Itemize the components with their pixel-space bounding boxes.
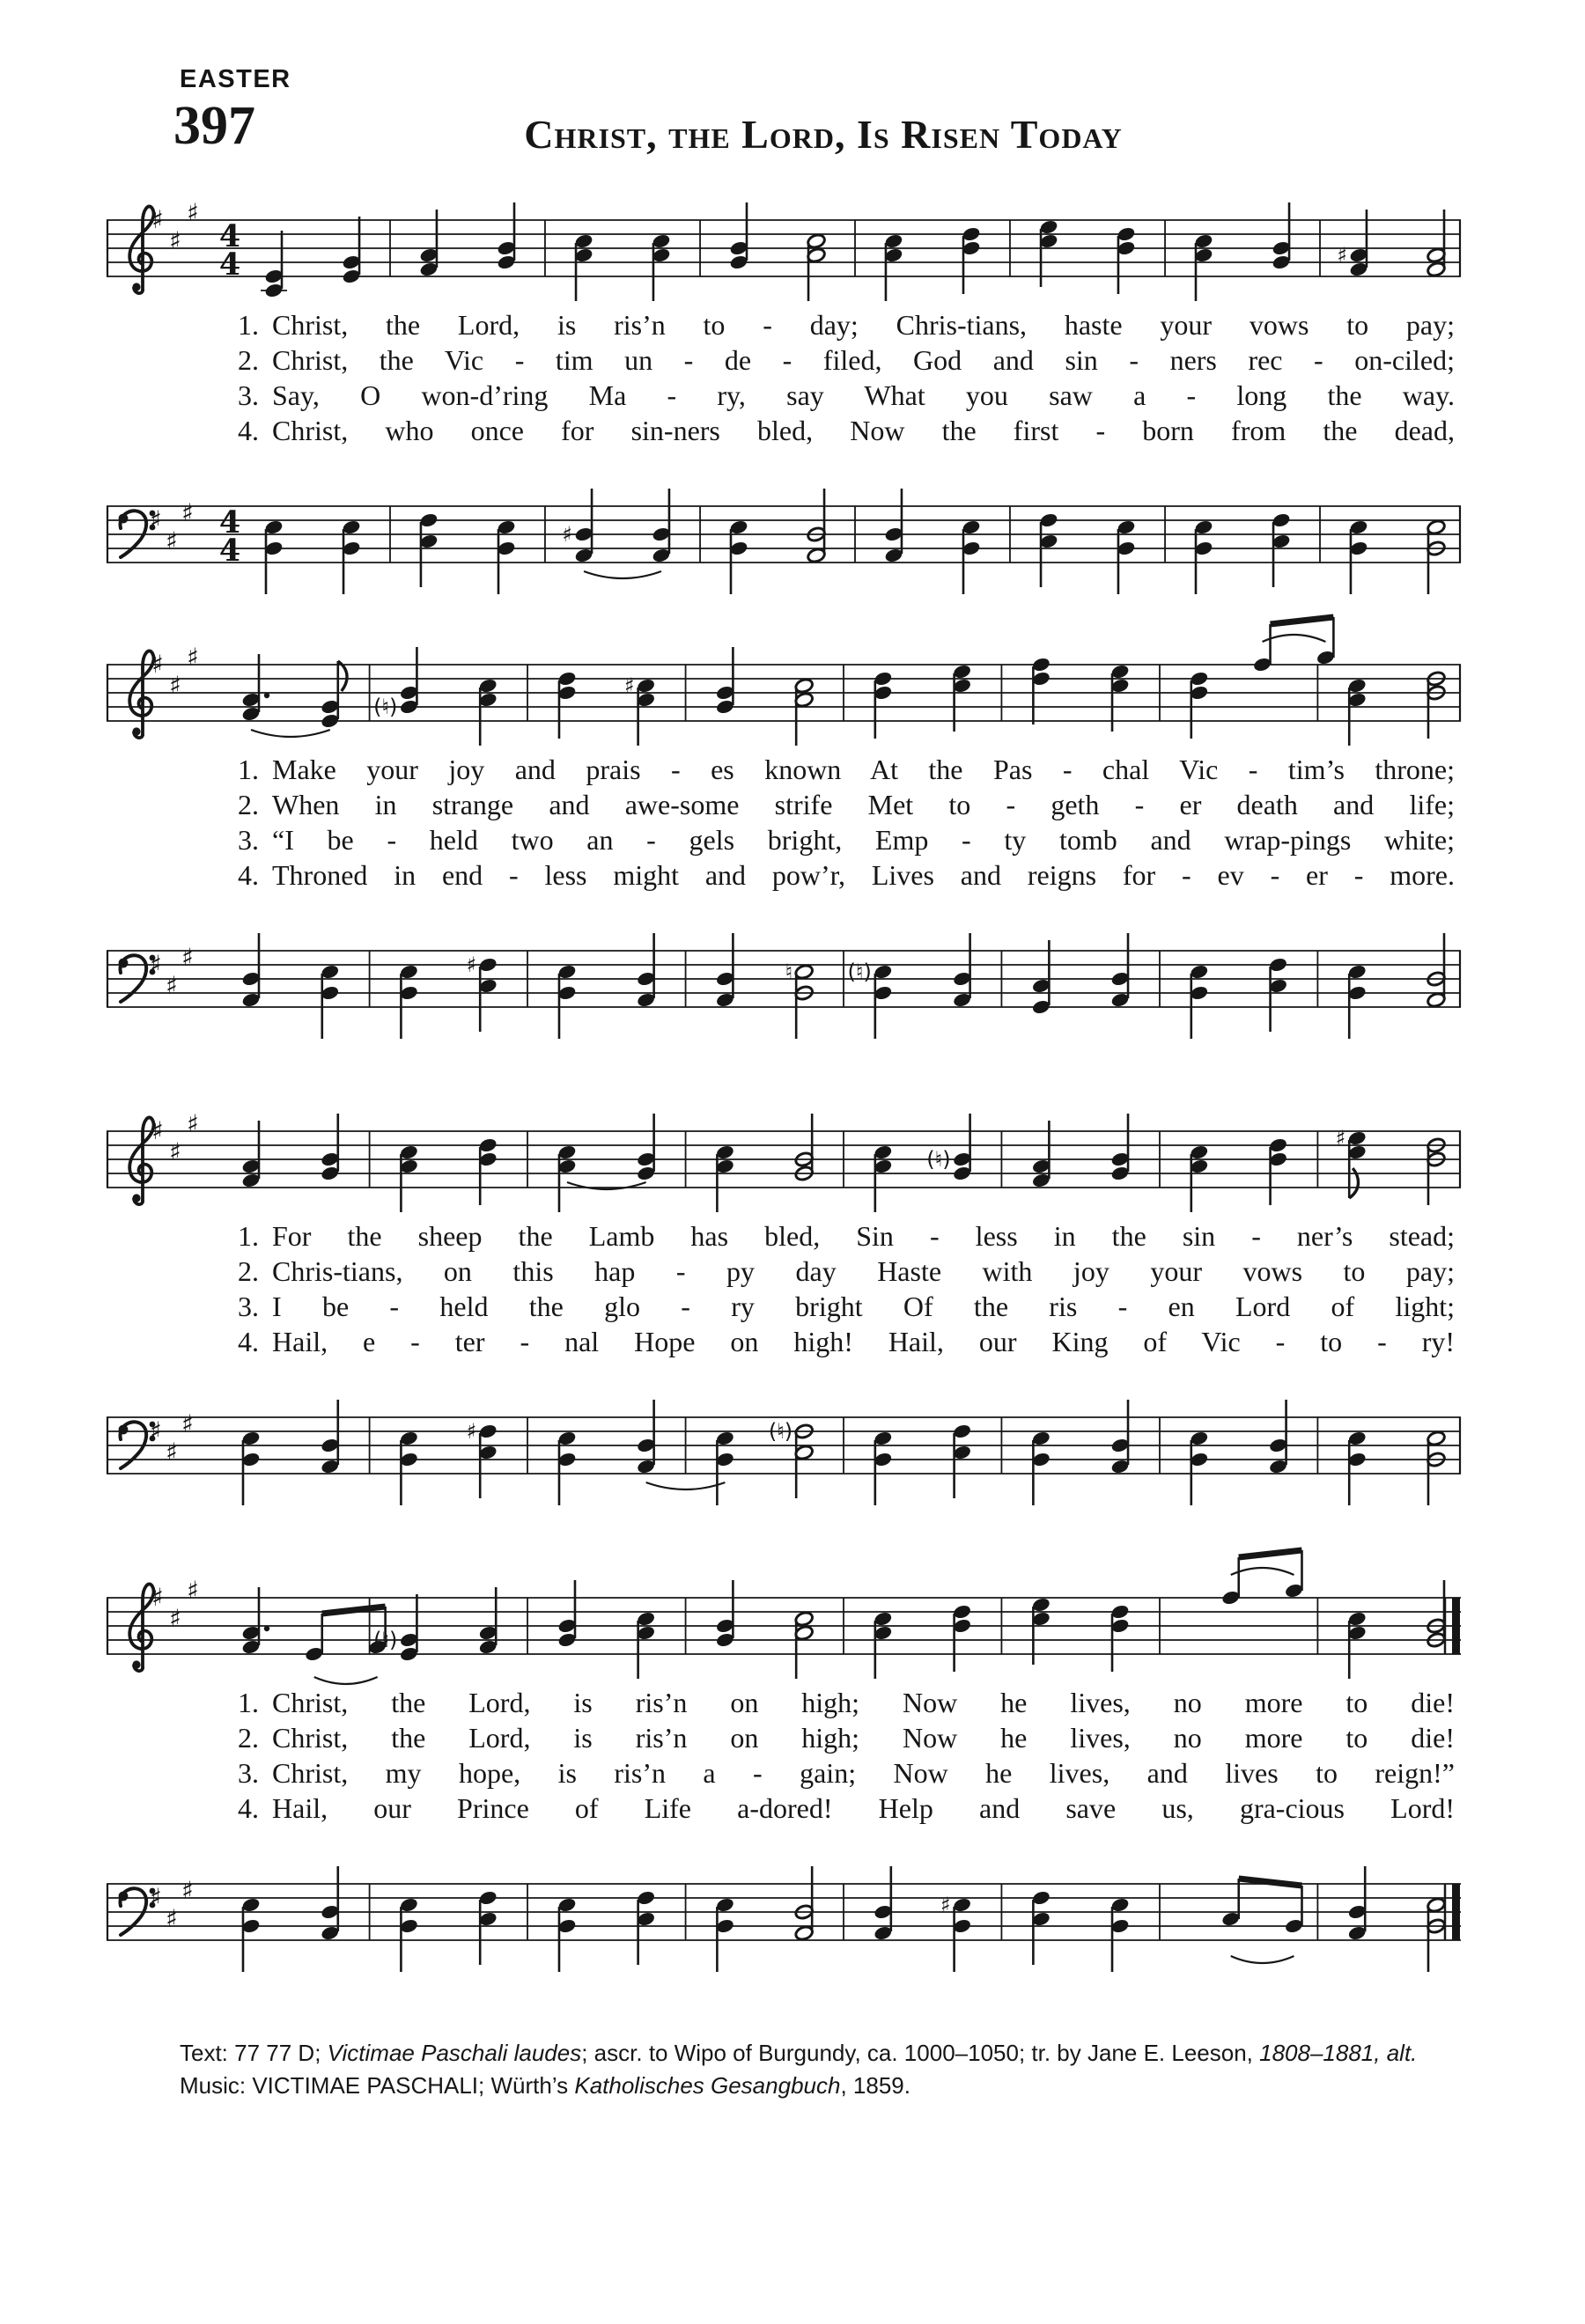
- svg-text:♯: ♯: [181, 943, 194, 972]
- text-attribution-line: [180, 2037, 1417, 2070]
- verse-line: [210, 1755, 1455, 1791]
- svg-text:♯: ♯: [169, 226, 181, 255]
- treble-staff: [101, 164, 1466, 331]
- svg-text:♯: ♯: [166, 971, 178, 1000]
- verses-block: [210, 752, 1455, 893]
- verse-text: Christ, who once for sin-ners bled, Now the first - born from the dead,: [272, 415, 1455, 446]
- music-system-4: [0, 1541, 1585, 1999]
- verse-text: Chris-tians, on this hap - py day Haste with joy your vows to pay;: [272, 1255, 1455, 1287]
- verse-number: 1.: [238, 309, 259, 341]
- svg-text:♯: ♯: [166, 1438, 178, 1467]
- verse-number: 3.: [238, 1757, 259, 1789]
- svg-text:♯: ♯: [187, 198, 199, 227]
- svg-text:♯: ♯: [466, 1419, 477, 1444]
- svg-text:4: 4: [218, 504, 241, 541]
- bass-staff: [101, 1828, 1466, 1995]
- verse-text: Make your joy and prais - es known At the Pas - chal Vic - tim’s throne;: [272, 754, 1455, 785]
- verse-line: [210, 1720, 1455, 1755]
- verse-line: [210, 307, 1455, 342]
- svg-text:♯: ♯: [1337, 243, 1347, 268]
- svg-text:4: 4: [218, 218, 241, 254]
- verse-number: 4.: [238, 1792, 259, 1824]
- attribution-footer: [180, 2037, 1417, 2102]
- verse-number: 2.: [238, 1722, 259, 1754]
- bass-staff: [101, 894, 1466, 1062]
- verse-line: [210, 1289, 1455, 1324]
- hymn-number: 397: [173, 96, 255, 156]
- verse-line: [210, 378, 1455, 413]
- verse-text: “I be - held two an - gels bright, Emp - ty tomb and wrap-pings white;: [272, 824, 1455, 856]
- verse-line: [210, 342, 1455, 378]
- svg-text:(♮): (♮): [847, 960, 872, 984]
- svg-text:♯: ♯: [181, 1409, 194, 1438]
- svg-text:♯: ♯: [562, 522, 573, 547]
- treble-staff: [101, 1075, 1466, 1242]
- bass-staff: [101, 1361, 1466, 1528]
- hymn-title: Christ, the Lord, Is Risen Today: [524, 112, 1123, 157]
- verse-text: Christ, the Lord, is ris’n on high; Now he lives, no more to die!: [272, 1687, 1455, 1718]
- svg-text:♯: ♯: [169, 671, 181, 700]
- svg-text:♯: ♯: [166, 526, 178, 555]
- svg-text:♯: ♯: [1335, 1126, 1346, 1151]
- svg-text:♯: ♯: [150, 1416, 162, 1445]
- footer-segment: Music: VICTIMAE PASCHALI; Würth’s: [180, 2072, 575, 2099]
- svg-text:♯: ♯: [151, 205, 164, 234]
- verse-number: 4.: [238, 415, 259, 446]
- verse-text: For the sheep the Lamb has bled, Sin - less in the sin - ner’s stead;: [272, 1220, 1455, 1252]
- svg-text:(♮): (♮): [926, 1147, 951, 1172]
- footer-segment: Katholisches Gesangbuch: [574, 2072, 841, 2099]
- svg-text:♯: ♯: [187, 1576, 199, 1605]
- treble-staff: [101, 1541, 1466, 1709]
- svg-text:♯: ♯: [623, 673, 635, 698]
- verse-line: [210, 413, 1455, 448]
- svg-text:♯: ♯: [187, 643, 199, 672]
- verse-text: I be - held the glo - ry bright Of the ris - en Lord of light;: [272, 1291, 1455, 1322]
- music-system-3: [0, 1075, 1585, 1533]
- verse-line: [210, 1218, 1455, 1254]
- verse-number: 4.: [238, 859, 259, 891]
- svg-text:4: 4: [218, 246, 241, 283]
- verse-text: Throned in end - less might and pow’r, Lives and reigns for - ev - er - more.: [272, 859, 1455, 891]
- treble-staff: [101, 608, 1466, 776]
- footer-segment: 1808–1881, alt.: [1259, 2040, 1418, 2066]
- svg-text:♮: ♮: [785, 960, 793, 984]
- svg-text:♯: ♯: [169, 1604, 181, 1633]
- verse-line: [210, 787, 1455, 822]
- verse-number: 3.: [238, 1291, 259, 1322]
- verse-number: 2.: [238, 789, 259, 820]
- svg-text:♯: ♯: [466, 952, 477, 977]
- verse-number: 1.: [238, 1220, 259, 1252]
- verse-number: 2.: [238, 344, 259, 376]
- footer-segment: Text: 77 77 D;: [180, 2040, 328, 2066]
- verse-text: When in strange and awe-some strife Met to - geth - er death and life;: [272, 789, 1455, 820]
- svg-text:♯: ♯: [187, 1109, 199, 1138]
- verses-block: [210, 1218, 1455, 1359]
- verse-number: 1.: [238, 754, 259, 785]
- svg-text:♯: ♯: [151, 1583, 164, 1612]
- svg-text:♯: ♯: [151, 650, 164, 679]
- verse-text: Christ, the Vic - tim un - de - filed, God and sin - ners rec - on-ciled;: [272, 344, 1455, 376]
- svg-text:(♮): (♮): [768, 1419, 793, 1444]
- verse-text: Say, O won-d’ring Ma - ry, say What you saw a - long the way.: [272, 379, 1455, 411]
- verse-line: [210, 1685, 1455, 1720]
- footer-segment: , 1859.: [840, 2072, 910, 2099]
- footer-segment: ; ascr. to Wipo of Burgundy, ca. 1000–1050; tr. by Jane E. Leeson,: [581, 2040, 1260, 2066]
- music-attribution-line: [180, 2070, 1417, 2102]
- verse-text: Hail, our Prince of Life a-dored! Help and save us, gra-cious Lord!: [272, 1792, 1455, 1824]
- svg-text:4: 4: [218, 533, 241, 569]
- music-system-1: [0, 164, 1585, 621]
- verse-line: [210, 1254, 1455, 1289]
- verse-line: [210, 1324, 1455, 1359]
- music-system-2: [0, 608, 1585, 1066]
- verses-block: [210, 1685, 1455, 1826]
- footer-segment: Victimae Paschali laudes: [327, 2040, 582, 2066]
- verse-text: Christ, my hope, is ris’n a - gain; Now he lives, and lives to reign!”: [272, 1757, 1455, 1789]
- svg-text:♯: ♯: [150, 505, 162, 534]
- section-label: EASTER: [180, 65, 291, 93]
- verse-line: [210, 822, 1455, 857]
- svg-text:(♮): (♮): [373, 695, 398, 719]
- verse-number: 4.: [238, 1326, 259, 1357]
- verse-number: 2.: [238, 1255, 259, 1287]
- bass-staff: [101, 450, 1466, 617]
- verse-number: 3.: [238, 379, 259, 411]
- verse-text: Christ, the Lord, is ris’n to - day; Chris-tians, haste your vows to pay;: [272, 309, 1455, 341]
- svg-text:♯: ♯: [181, 498, 194, 527]
- verses-block: [210, 307, 1455, 448]
- svg-text:♯: ♯: [151, 1116, 164, 1145]
- verse-line: [210, 752, 1455, 787]
- verse-number: 3.: [238, 824, 259, 856]
- svg-text:♯: ♯: [181, 1876, 194, 1905]
- svg-text:♯: ♯: [150, 1883, 162, 1912]
- verse-text: Hail, e - ter - nal Hope on high! Hail, our King of Vic - to - ry!: [272, 1326, 1455, 1357]
- verse-line: [210, 1791, 1455, 1826]
- svg-text:♯: ♯: [169, 1137, 181, 1166]
- svg-text:♯: ♯: [940, 1893, 951, 1917]
- svg-text:♯: ♯: [166, 1904, 178, 1933]
- verse-number: 1.: [238, 1687, 259, 1718]
- svg-text:(♮): (♮): [373, 1628, 398, 1652]
- verse-line: [210, 857, 1455, 893]
- verse-text: Christ, the Lord, is ris’n on high; Now he lives, no more to die!: [272, 1722, 1455, 1754]
- svg-text:♯: ♯: [150, 950, 162, 979]
